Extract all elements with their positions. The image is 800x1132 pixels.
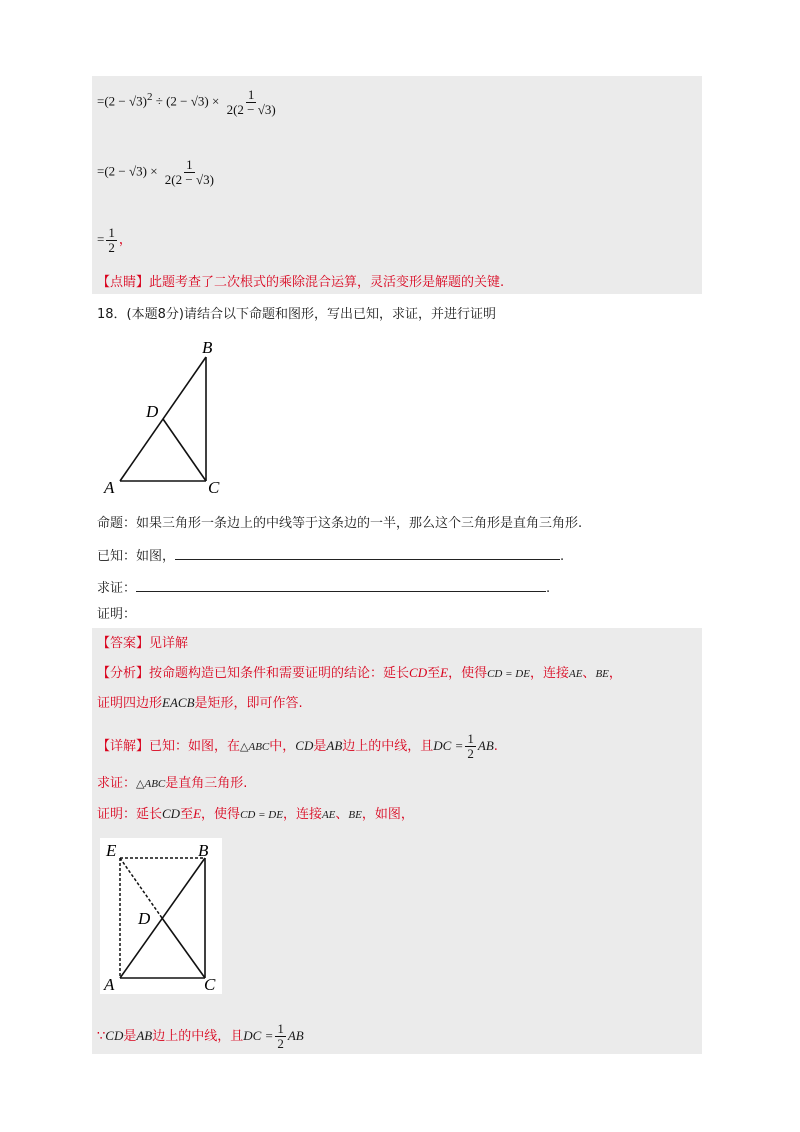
label-B2: B	[198, 841, 209, 860]
answer-line: 【答案】见详解	[97, 636, 189, 651]
label-A2: A	[104, 975, 115, 994]
prove-line: 求证： .	[97, 581, 551, 596]
label-C2: C	[204, 975, 216, 994]
label-C: C	[208, 478, 220, 497]
label-E: E	[106, 841, 117, 860]
proof-line: 证明：延长CD至E，使得CD = DE，连接AE、BE，如图，	[97, 806, 414, 822]
label-B: B	[202, 338, 213, 357]
math-line-2: =(2 − √3) × $\frac{1}{2(2 - √3)}$	[97, 157, 214, 187]
proof-label: 证明：	[97, 607, 137, 622]
rectangle-figure	[100, 838, 222, 994]
prove-statement: 求证：△ABC是直角三角形.	[97, 776, 248, 791]
analysis-line-2: 证明四边形EACB是矩形，即可作答.	[97, 695, 303, 711]
comment-line: 【点睛】此题考查了二次根式的乘除混合运算，灵活变形是解题的关键.	[97, 275, 505, 290]
label-D2: D	[138, 909, 151, 928]
question-header: 18．(本题8分)请结合以下命题和图形，写出已知，求证，并进行证明	[97, 307, 496, 322]
math-line-3: = $\frac{1}{2}$ ，	[97, 225, 132, 255]
label-A: A	[104, 478, 115, 497]
detail-line: 【详解】已知：如图，在△ABC中，CD是AB边上的中线，且DC = $\frac{1}{2}$ AB.	[97, 731, 498, 761]
triangle-figure	[100, 335, 230, 500]
because-line: ∵CD是AB边上的中线，且DC = $\frac{1}{2}$ AB	[97, 1021, 304, 1051]
known-blank[interactable]	[175, 547, 560, 560]
label-D: D	[146, 402, 159, 421]
math-line-1: $=(2 - √3)^2 \div (2 - √3)$ × $\frac{1}{2(2 - √3)}$	[97, 87, 276, 117]
known-line: 已知：如图， .	[97, 549, 565, 564]
prove-blank[interactable]	[136, 579, 546, 592]
proposition-text: 命题：如果三角形一条边上的中线等于这条边的一半，那么这个三角形是直角三角形.	[97, 516, 583, 531]
analysis-line-1: 【分析】按命题构造已知条件和需要证明的结论：延长CD至E，使得CD = DE，连接AE、BE，	[97, 665, 622, 681]
